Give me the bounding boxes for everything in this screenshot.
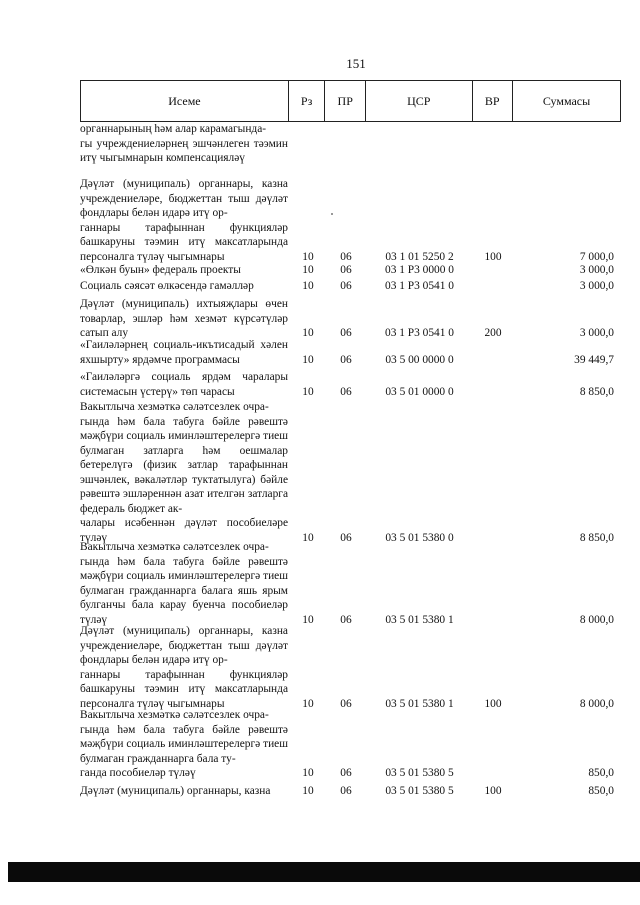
table-row bbox=[80, 708, 621, 781]
scan-border bbox=[8, 862, 640, 882]
row-vr bbox=[473, 766, 513, 781]
row-name: «Өлкән буын» федераль проекты bbox=[80, 264, 241, 276]
row-name: Дәүләт (муниципаль) органнары, казна bbox=[80, 785, 271, 797]
row-csr: 03 5 01 5380 1 bbox=[385, 613, 454, 626]
scan-speck bbox=[331, 213, 333, 215]
table-header bbox=[80, 80, 621, 122]
row-sum: 3 000,0 bbox=[579, 280, 614, 292]
row-name: Вакытлыча хезмәткә сәләтсезлек очра- гында һәм бала табуга бәйле рәвештә мәҗбүри социаль иминләштерелергә тиеш булмаган затларга һәм оешмалар бетерелүгә (физик затлар тарафыннан эшчәнлек, вәкаләтләр туктатылуга) бәйле рәвештә эшләреннән азат ителгән затларга федераль бюджет ак- чалары исәбеннән дәүләт пособиеләре түләү bbox=[80, 401, 288, 544]
row-pr: 06 bbox=[340, 250, 352, 263]
row-name: Вакытлыча хезмәткә сәләтсезлек очра- гында һәм бала табуга бәйле рәвештә мәҗбүри социаль иминләштерелергә тиеш булмаган гражданнарга бала ту- ганда пособиеләр түләү bbox=[80, 709, 288, 779]
row-csr: 03 5 00 0000 0 bbox=[385, 353, 454, 366]
row-vr: 100 bbox=[484, 250, 502, 263]
row-pr: 06 bbox=[340, 280, 352, 292]
header-vr: ВР bbox=[472, 81, 513, 122]
row-rz: 10 bbox=[302, 280, 314, 292]
row-csr: 03 5 01 5380 0 bbox=[385, 531, 454, 544]
row-csr: 03 1 Р3 0541 0 bbox=[385, 327, 454, 339]
row-rz: 10 bbox=[302, 767, 314, 779]
row-rz: 10 bbox=[302, 785, 314, 797]
header-csr: ЦСР bbox=[365, 81, 472, 122]
row-rz: 10 bbox=[302, 697, 314, 710]
header-name: Исеме bbox=[81, 81, 289, 122]
row-sum: 850,0 bbox=[588, 767, 614, 779]
row-csr: 03 5 01 0000 0 bbox=[385, 385, 454, 398]
row-sum: 8 000,0 bbox=[579, 613, 614, 626]
row-csr: 03 5 01 5380 5 bbox=[385, 785, 454, 797]
table-row bbox=[80, 177, 621, 264]
table-row bbox=[80, 279, 621, 294]
row-pr: 06 bbox=[340, 697, 352, 710]
row-vr: 200 bbox=[484, 327, 502, 339]
row-name: Вакытлыча хезмәткә сәләтсезлек очра- гында һәм бала табуга бәйле рәвештә мәҗбүри социаль иминләштерелергә тиеш булмаган гражданнарга балага яшь ярым булганчы бала карау буенча пособиеләр түләү bbox=[80, 541, 288, 626]
table-row bbox=[80, 370, 621, 399]
table-row bbox=[80, 122, 621, 166]
row-pr: 06 bbox=[340, 613, 352, 626]
table-row bbox=[80, 338, 621, 367]
row-sum: 850,0 bbox=[588, 785, 614, 797]
row-vr bbox=[473, 279, 513, 294]
table-row bbox=[80, 400, 621, 545]
row-sum: 39 449,7 bbox=[574, 353, 614, 366]
row-vr bbox=[473, 353, 513, 368]
row-rz: 10 bbox=[302, 264, 314, 276]
row-name: «Гаиләләргә социаль ярдәм чаралары системасын үстерү» төп чарасы bbox=[80, 371, 288, 398]
header-sum: Суммасы bbox=[513, 81, 621, 122]
row-sum: 8 000,0 bbox=[579, 697, 614, 710]
row-csr: 03 1 Р3 0541 0 bbox=[385, 280, 454, 292]
row-vr bbox=[473, 385, 513, 400]
row-csr: 03 1 Р3 0000 0 bbox=[385, 264, 454, 276]
row-sum: 8 850,0 bbox=[579, 385, 614, 398]
row-name: Дәүләт (муниципаль) ихтыяҗлары өчен товарлар, эшләр һәм хезмәт күрсәтүләр сатып алу bbox=[80, 298, 288, 339]
row-pr: 06 bbox=[340, 785, 352, 797]
row-rz: 10 bbox=[302, 613, 314, 626]
row-name: органнарының һәм алар карамагында- гы учреждениеләрнең эшчәнлеген тәэмин итү чыгымнарын компенсацияләү bbox=[80, 123, 288, 164]
row-rz: 10 bbox=[302, 353, 314, 366]
row-name: Дәүләт (муниципаль) органнары, казна учреждениеләре, бюджеттан тыш дәүләт фондлары белән идарә итү ор- ганнары тарафыннан функцияләр башкаруны тәэмин итү максатларында персоналга түләү чыгымнары bbox=[80, 178, 288, 263]
table-row bbox=[80, 784, 621, 799]
row-rz: 10 bbox=[302, 327, 314, 339]
row-rz: 10 bbox=[302, 250, 314, 263]
row-sum: 7 000,0 bbox=[579, 250, 614, 263]
row-name: Социаль сәясәт өлкәсендә гамәлләр bbox=[80, 280, 254, 292]
table-row bbox=[80, 540, 621, 627]
row-csr: 03 5 01 5380 1 bbox=[385, 697, 454, 710]
row-pr: 06 bbox=[340, 327, 352, 339]
row-pr: 06 bbox=[340, 531, 352, 544]
row-csr: 03 5 01 5380 5 bbox=[385, 767, 454, 779]
row-rz: 10 bbox=[302, 531, 314, 544]
row-name: Дәүләт (муниципаль) органнары, казна учреждениеләре, бюджеттан тыш дәүләт фондлары белән идарә итү ор- ганнары тарафыннан функцияләр башкаруны тәэмин итү максатларында персоналга түләү чыгымнары bbox=[80, 625, 288, 710]
row-pr: 06 bbox=[340, 767, 352, 779]
header-pr: ПР bbox=[325, 81, 366, 122]
row-vr bbox=[473, 263, 513, 278]
row-sum: 3 000,0 bbox=[579, 327, 614, 339]
row-vr: 100 bbox=[484, 697, 502, 710]
row-sum: 3 000,0 bbox=[579, 264, 614, 276]
header-rz: Рз bbox=[288, 81, 325, 122]
row-csr: 03 1 01 5250 2 bbox=[385, 250, 454, 263]
row-pr: 06 bbox=[340, 264, 352, 276]
row-vr: 100 bbox=[484, 785, 502, 797]
page-number: 151 bbox=[346, 56, 366, 71]
row-rz: 10 bbox=[302, 385, 314, 398]
table-row bbox=[80, 263, 621, 278]
row-pr: 06 bbox=[340, 353, 352, 366]
table-row bbox=[80, 624, 621, 711]
row-sum: 8 850,0 bbox=[579, 531, 614, 544]
row-name: «Гаиләләрнең социаль-икътисадый хәлен яхшырту» ярдәмче программасы bbox=[80, 339, 288, 366]
table-row bbox=[80, 297, 621, 341]
row-pr: 06 bbox=[340, 385, 352, 398]
